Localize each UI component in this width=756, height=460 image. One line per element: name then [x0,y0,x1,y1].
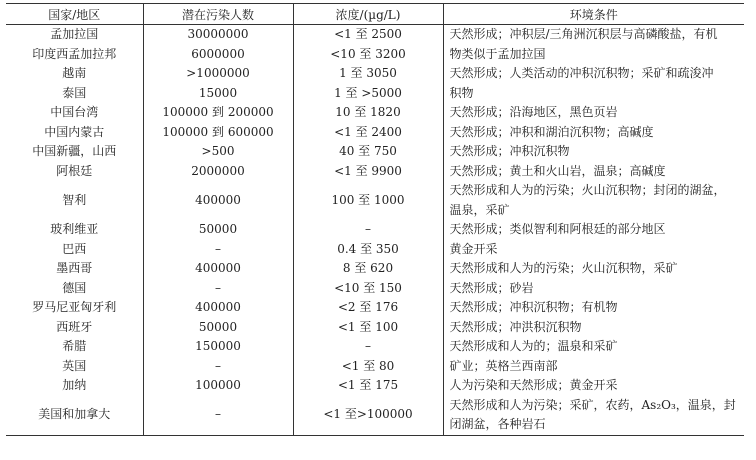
table-row [6,162,744,182]
population-cell: – [143,396,293,436]
concentration-cell: 10 至 1820 [293,103,443,123]
concentration-cell: <10 至 3200 [293,45,443,65]
conditions-cell [443,337,744,357]
conditions-cell [443,357,744,377]
conditions-line: 天然形成和人为污染；采矿，农药，As₂O₃，温泉，封 [449,397,736,412]
concentration-cell: 1 至 3050 [293,64,443,84]
region-cell: 巴西 [6,240,143,260]
population-cell: 400000 [143,298,293,318]
concentration-cell: – [293,220,443,240]
population-cell: 400000 [143,181,293,220]
table-row [6,298,744,318]
population-cell: 100000 到 200000 [143,103,293,123]
region-cell: 墨西哥 [6,259,143,279]
region-cell: 越南 [6,64,143,84]
conditions-line: 天然形成；冲洪积沉积物 [449,319,582,334]
conditions-line: 天然形成；人类活动的冲积沉积物；采矿和疏浚冲 [449,66,714,80]
concentration-cell: <2 至 176 [293,298,443,318]
table-row [6,376,744,396]
population-cell: 30000000 [143,25,293,45]
table-row [6,220,744,240]
region-cell: 阿根廷 [6,162,143,182]
conditions-line: 温泉，采矿 [449,202,510,217]
table-row [6,181,744,220]
population-cell: >1000000 [143,64,293,84]
conditions-cell [443,162,744,182]
region-cell: 希腊 [6,337,143,357]
concentration-cell: <1 至 100 [293,318,443,338]
region-cell: 西班牙 [6,318,143,338]
region-cell: 加纳 [6,376,143,396]
conditions-cell [443,25,744,65]
table-row [6,357,744,377]
conditions-cell [443,123,744,143]
region-cell: 罗马尼亚匈牙利 [6,298,143,318]
concentration-cell: – [293,337,443,357]
table-row [6,279,744,299]
region-cell: 中国内蒙古 [6,123,143,143]
table-header [6,4,744,25]
arsenic-contamination-table [6,3,744,436]
region-cell: 英国 [6,357,143,377]
region-cell: 泰国 [6,84,143,104]
concentration-cell: 1 至 >5000 [293,84,443,104]
conditions-line: 黄金开采 [449,241,498,256]
table-row [6,259,744,279]
conditions-line: 天然形成；冲积沉积物；有机物 [449,300,618,314]
header-row [6,4,744,25]
concentration-cell: <10 至 150 [293,279,443,299]
population-cell: – [143,279,293,299]
region-cell: 中国台湾 [6,103,143,123]
table-row [6,318,744,338]
concentration-cell: <1 至 9900 [293,162,443,182]
conditions-cell [443,376,744,396]
table-row [6,103,744,123]
conditions-line: 天然形成；冲积层/三角洲沉积层与高磷酸盐，有机 [449,27,718,41]
population-cell: 50000 [143,318,293,338]
region-cell: 玻利维亚 [6,220,143,240]
population-cell: 2000000 [143,162,293,182]
population-cell: 50000 [143,220,293,240]
conditions-line: 天然形成；冲积和湖泊沉积物；高碱度 [449,124,654,139]
concentration-cell: <1 至 80 [293,357,443,377]
conditions-cell [443,298,744,318]
population-cell: – [143,240,293,260]
table-row [6,123,744,143]
conditions-line: 天然形成和人为的污染；火山沉积物；封闭的湖盆， [449,183,726,197]
conditions-cell [443,318,744,338]
concentration-cell: 0.4 至 350 [293,240,443,260]
table-row [6,337,744,357]
population-cell: 100000 到 600000 [143,123,293,143]
header-concentration: 浓度/(µg/L) [293,4,443,25]
population-cell: 100000 [143,376,293,396]
population-cell: – [143,357,293,377]
conditions-cell [443,103,744,123]
population-cell: 400000 [143,259,293,279]
table-row [6,64,744,84]
conditions-cell [443,259,744,279]
conditions-line: 天然形成；黄土和火山岩，温泉；高碱度 [449,163,666,178]
conditions-cell [443,64,744,103]
conditions-line: 人为污染和天然形成；黄金开采 [449,378,618,392]
conditions-line: 天然形成和人为的污染；火山沉积物，采矿 [449,261,678,275]
population-cell: >500 [143,142,293,162]
conditions-cell [443,181,744,220]
conditions-line: 物类似于孟加拉国 [449,46,546,61]
conditions-cell [443,240,744,260]
table-row [6,240,744,260]
concentration-cell: <1 至 2400 [293,123,443,143]
conditions-line: 积物 [449,85,474,100]
table-row [6,25,744,45]
arsenic-table-wrapper [6,3,744,436]
concentration-cell: 40 至 750 [293,142,443,162]
conditions-cell [443,142,744,162]
conditions-line: 天然形成和人为的；温泉和采矿 [449,339,618,353]
header-region: 国家/地区 [6,4,143,25]
population-cell: 15000 [143,84,293,104]
conditions-line: 天然形成；冲积沉积物 [449,144,570,158]
region-cell: 中国新疆，山西 [6,142,143,162]
population-cell: 150000 [143,337,293,357]
conditions-line: 天然形成；沿海地区，黑色页岩 [449,105,618,119]
population-cell: 6000000 [143,45,293,65]
concentration-cell: 100 至 1000 [293,181,443,220]
header-conditions: 环境条件 [443,4,744,25]
region-cell: 智利 [6,181,143,220]
region-cell: 德国 [6,279,143,299]
table-row [6,142,744,162]
table-row [6,396,744,436]
concentration-cell: <1 至>100000 [293,396,443,436]
concentration-cell: 8 至 620 [293,259,443,279]
conditions-cell [443,220,744,240]
conditions-line: 天然形成；砂岩 [449,280,534,295]
region-cell: 美国和加拿大 [6,396,143,436]
conditions-cell [443,279,744,299]
region-cell: 印度西孟加拉邦 [6,45,143,65]
concentration-cell: <1 至 175 [293,376,443,396]
table-body [6,25,744,436]
concentration-cell: <1 至 2500 [293,25,443,45]
header-population: 潜在污染人数 [143,4,293,25]
conditions-line: 闭湖盆，各种岩石 [449,417,546,431]
conditions-cell [443,396,744,436]
region-cell: 孟加拉国 [6,25,143,45]
conditions-line: 天然形成；类似智利和阿根廷的部分地区 [449,222,666,236]
conditions-line: 矿业；英格兰西南部 [449,358,558,373]
